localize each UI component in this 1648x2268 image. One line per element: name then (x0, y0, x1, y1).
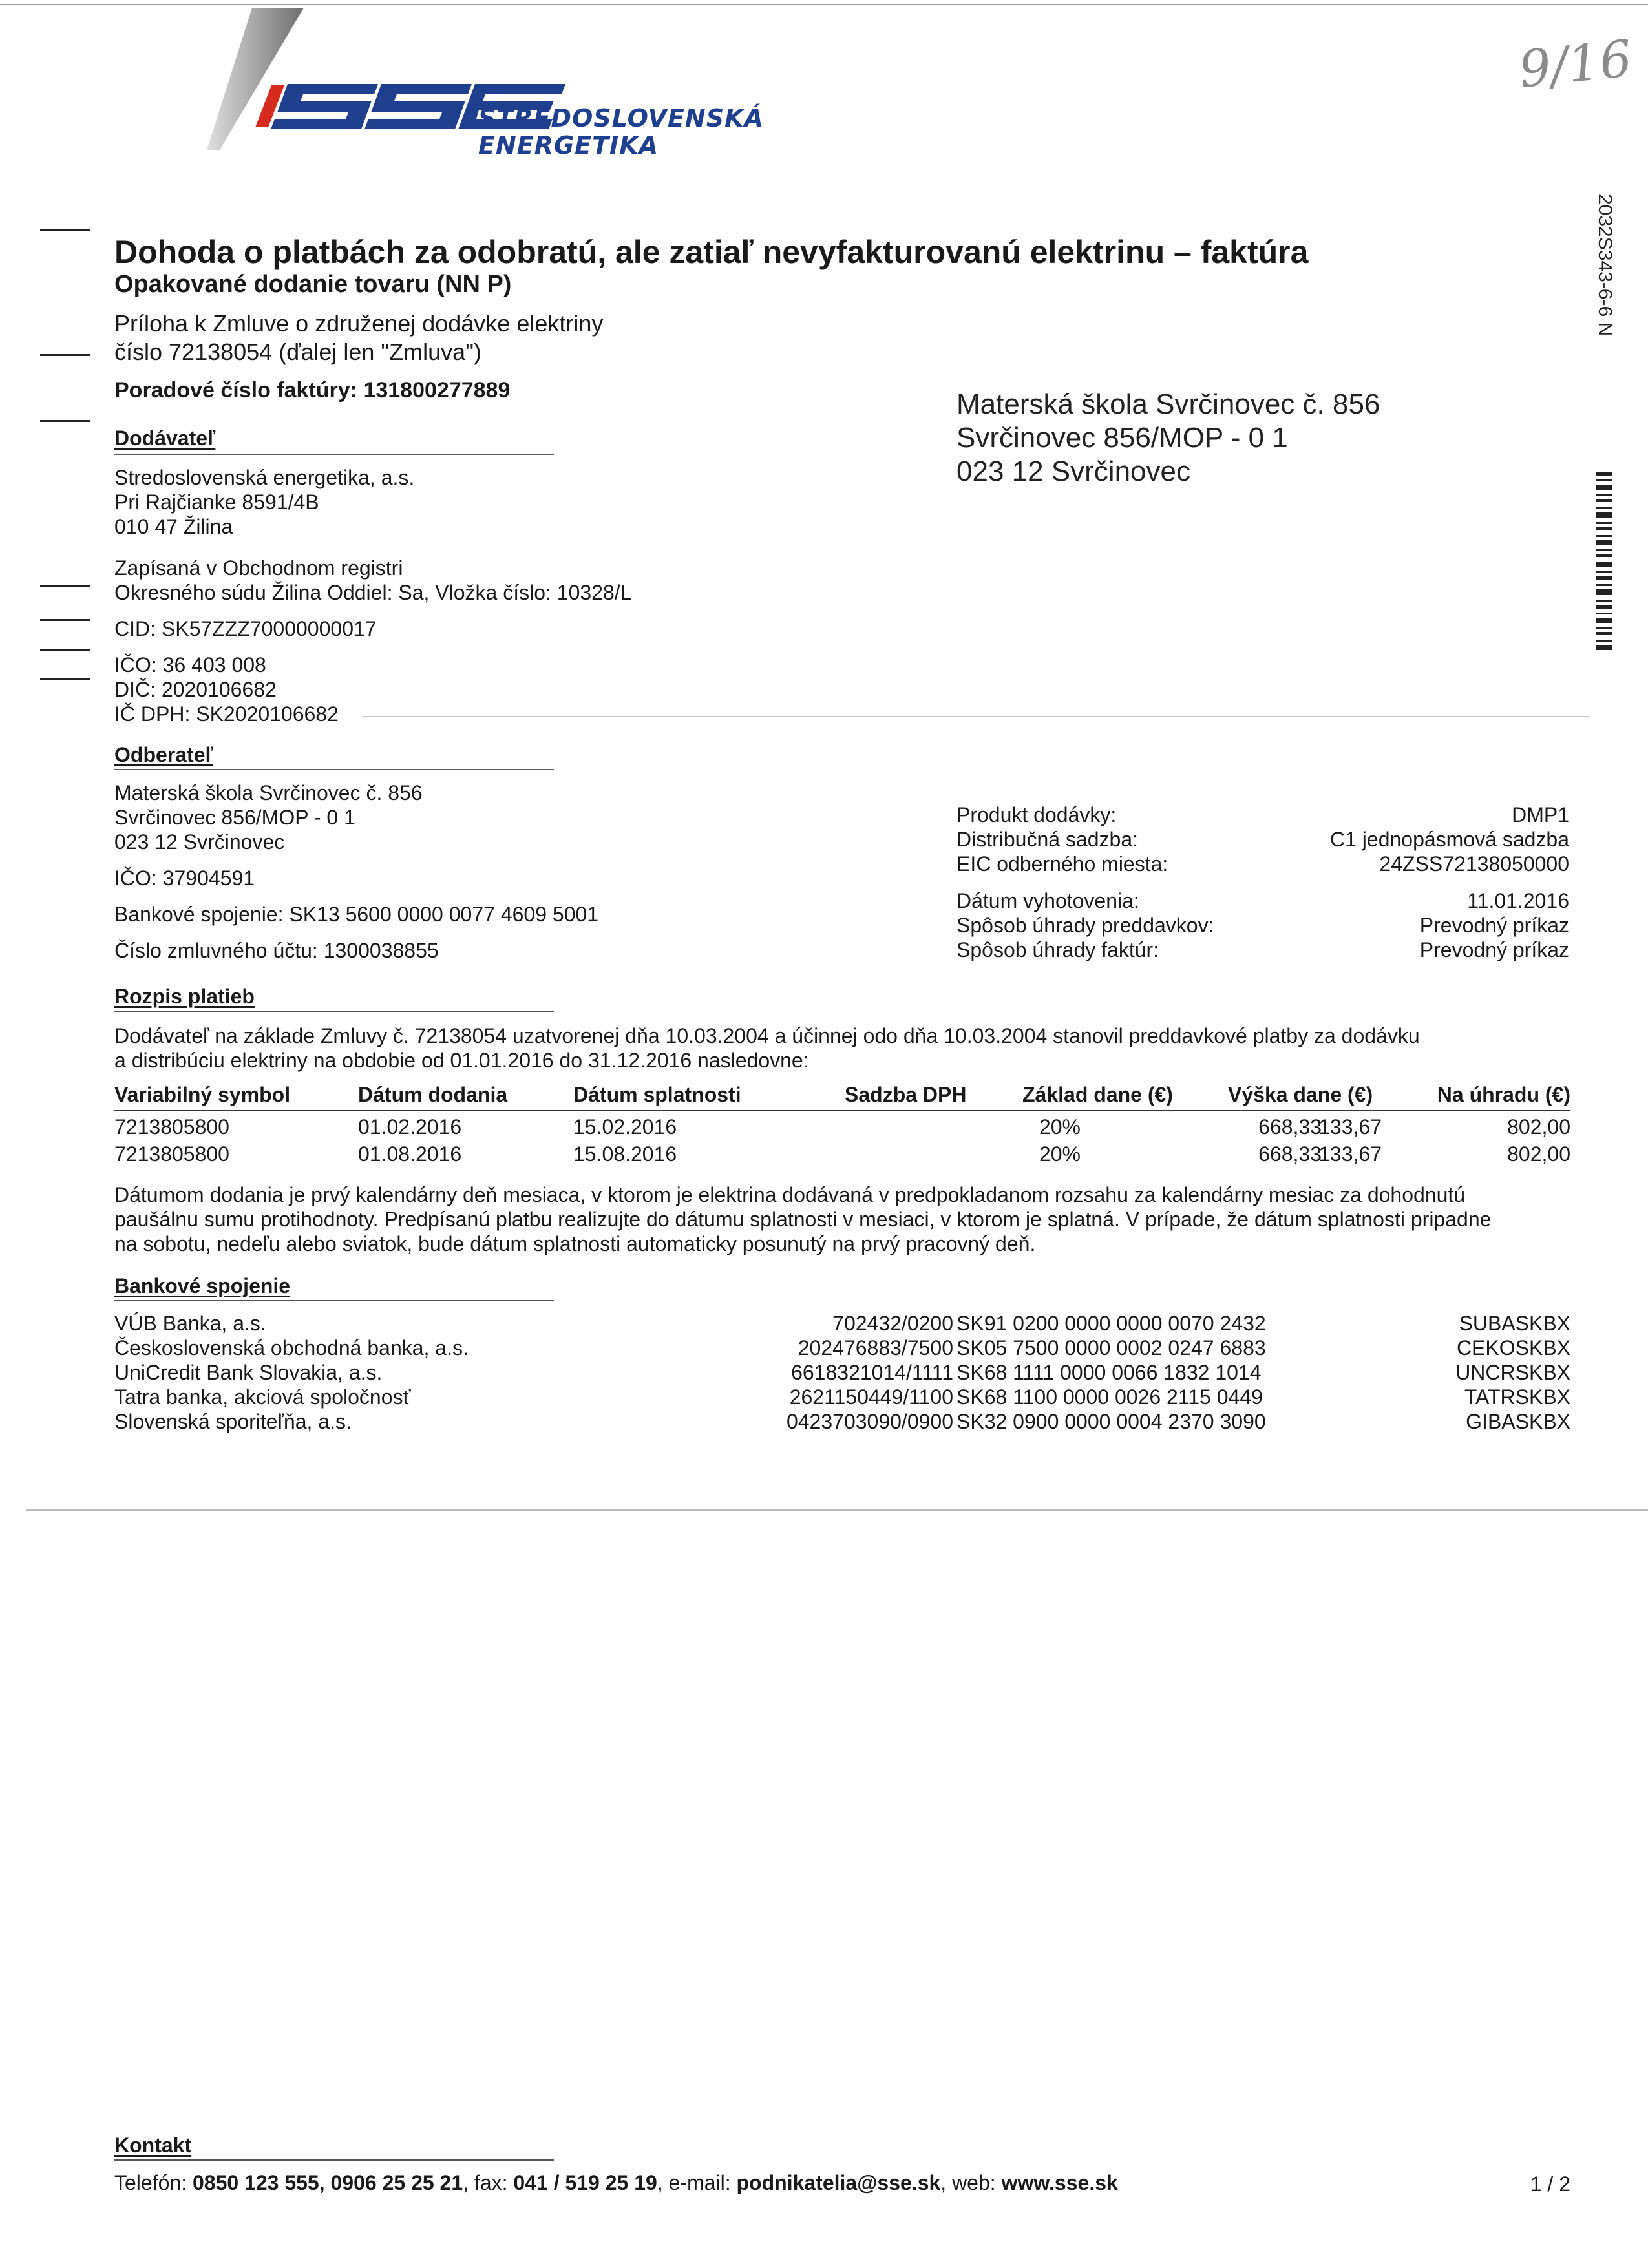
side-code: 2032S343-6-6 N (1594, 194, 1616, 337)
bank-account: 702432/0200 (832, 1312, 953, 1335)
customer-block (114, 781, 598, 963)
bank-row (114, 1410, 1570, 1434)
customer-bank: Bankové spojenie: SK13 5600 0000 0077 4609 5001 (114, 903, 599, 926)
cell-due-date: 15.08.2016 (573, 1142, 677, 1166)
col-to-pay: Na úhradu (€) (1437, 1083, 1570, 1106)
annex-line-1: Príloha k Zmluve o združenej dodávke elektriny (114, 310, 604, 337)
banks-heading-rule (114, 1300, 554, 1301)
product-value: DMP1 (1512, 803, 1569, 826)
page-number: 1 / 2 (1530, 2172, 1570, 2196)
issue-date-label: Dátum vyhotovenia: (956, 889, 1139, 912)
supplier-heading: Dodávateľ (114, 426, 216, 450)
col-tax-base: Základ dane (€) (1022, 1083, 1173, 1106)
payments-note (114, 1182, 1570, 1256)
recipient-address (956, 388, 1380, 488)
supplier-cid: CID: SK57ZZZ70000000017 (114, 617, 377, 640)
table-row (114, 1115, 1570, 1141)
cell-tax-amount: 133,67 (1318, 1115, 1382, 1139)
payments-note-2: paušálnu sumu protihodnoty. Predpísanú platbu realizujte do dátumu splatnosti v mesiaci, v ktorom je splatná. V prípade, že dátum splatnosti pripadne (114, 1208, 1492, 1231)
supplier-ic-dph: IČ DPH: SK2020106682 (114, 702, 339, 726)
cell-vat-rate: 20% (1039, 1142, 1081, 1166)
fax-value: 041 / 519 25 19 (513, 2171, 657, 2194)
recipient-line-3: 023 12 Svrčinovec (956, 456, 1190, 487)
bank-swift: UNCRSKBX (1455, 1361, 1570, 1384)
barcode-icon (1596, 472, 1617, 653)
payments-heading: Rozpis platieb (114, 985, 255, 1008)
email-label: , e-mail: (657, 2171, 737, 2194)
customer-heading-rule (114, 769, 554, 770)
recipient-line-2: Svrčinovec 856/MOP - 0 1 (956, 422, 1288, 454)
invoice-number: Poradové číslo faktúry: 131800277889 (114, 378, 511, 403)
invoice-payment-label: Spôsob úhrady faktúr: (956, 938, 1159, 961)
bank-iban: SK68 1100 0000 0026 2115 0449 (956, 1385, 1263, 1409)
margin-mark (40, 585, 90, 587)
bank-iban: SK05 7500 0000 0002 0247 6883 (956, 1336, 1266, 1360)
col-due-date: Dátum splatnosti (573, 1083, 741, 1106)
col-vat-rate: Sadzba DPH (845, 1083, 967, 1106)
table-header-rule (114, 1110, 1570, 1111)
recipient-line-1: Materská škola Svrčinovec č. 856 (956, 388, 1380, 420)
cell-to-pay: 802,00 (1507, 1115, 1570, 1139)
margin-mark (40, 649, 90, 651)
payments-intro-2: a distribúciu elektriny na obdobie od 01.01.2016 do 31.12.2016 nasledovne: (114, 1049, 809, 1072)
col-variable-symbol: Variabilný symbol (114, 1083, 291, 1106)
payments-intro (114, 1024, 1570, 1073)
cell-delivery-date: 01.08.2016 (358, 1142, 462, 1166)
customer-city: 023 12 Svrčinovec (114, 830, 285, 854)
product-label: Produkt dodávky: (956, 803, 1117, 826)
bank-iban: SK32 0900 0000 0004 2370 3090 (956, 1410, 1266, 1433)
eic-value: 24ZSS72138050000 (1379, 852, 1569, 876)
cell-to-pay: 802,00 (1507, 1142, 1570, 1166)
web-link[interactable]: www.sse.sk (1001, 2171, 1118, 2194)
table-header-row (114, 1083, 1570, 1109)
side-barcode (1596, 472, 1617, 653)
customer-name: Materská škola Svrčinovec č. 856 (114, 781, 423, 804)
payments-heading-rule (114, 1011, 554, 1012)
bank-swift: CEKOSKBX (1456, 1336, 1570, 1360)
fax-label: , fax: (463, 2171, 514, 2194)
cell-variable-symbol: 7213805800 (114, 1115, 229, 1139)
cell-tax-base: 668,33 (1258, 1142, 1322, 1166)
banks-heading: Bankové spojenie (114, 1274, 291, 1297)
banks-list (114, 1312, 1570, 1441)
cell-due-date: 15.02.2016 (573, 1115, 677, 1139)
advance-payment-label: Spôsob úhrady preddavkov: (956, 914, 1214, 937)
cell-tax-base: 668,33 (1258, 1115, 1322, 1139)
bank-iban: SK91 0200 0000 0000 0070 2432 (956, 1312, 1266, 1335)
payments-note-1: Dátumom dodania je prvý kalendárny deň mesiaca, v ktorom je elektrina dodávaná v predpokladanom rozsahu za kalendárny mesiac za dohodnutú (114, 1183, 1466, 1206)
customer-street: Svrčinovec 856/MOP - 0 1 (114, 806, 355, 829)
contact-heading-rule (114, 2159, 554, 2161)
logo-line-2: ENERGETIKA (478, 131, 659, 160)
phone-label: Telefón: (114, 2171, 193, 2194)
issue-date-value: 11.01.2016 (1467, 889, 1569, 912)
scan-faint-line (26, 1509, 1648, 1511)
contact-heading: Kontakt (114, 2134, 192, 2157)
bank-swift: GIBASKBX (1466, 1410, 1570, 1433)
payments-note-3: na sobotu, nedeľu alebo sviatok, bude dátum splatnosti automaticky posunutý na prvý pracovný deň. (114, 1232, 1036, 1255)
margin-mark (40, 354, 90, 356)
table-row (114, 1142, 1570, 1168)
eic-label: EIC odberného miesta: (956, 852, 1168, 876)
cell-delivery-date: 01.02.2016 (358, 1115, 462, 1139)
document-title: Dohoda o platbách za odobratú, ale zatiaľ nevyfakturovanú elektrinu – faktúra (114, 234, 1309, 270)
bank-name: VÚB Banka, a.s. (114, 1312, 266, 1335)
document-subtitle: Opakované dodanie tovaru (NN P) (114, 271, 512, 298)
customer-ico: IČO: 37904591 (114, 866, 255, 890)
handwritten-note: 9/16 (1516, 30, 1635, 100)
margin-mark (40, 420, 90, 422)
supplier-dic: DIČ: 2020106682 (114, 678, 277, 701)
supplier-street: Pri Rajčianke 8591/4B (114, 490, 319, 514)
col-tax-amount: Výška dane (€) (1228, 1083, 1373, 1106)
payments-intro-1: Dodávateľ na základe Zmluvy č. 72138054 uzatvorenej dňa 10.03.2004 a účinnej odo dňa 10.03.2004 stanovil preddavkové platby za dodávku (114, 1024, 1420, 1047)
bank-name: Slovenská sporiteľňa, a.s. (114, 1410, 352, 1433)
margin-mark (40, 619, 90, 621)
supplier-block (114, 465, 631, 726)
cell-variable-symbol: 7213805800 (114, 1142, 229, 1166)
bank-row (114, 1385, 1570, 1410)
bank-row (114, 1336, 1570, 1361)
col-delivery-date: Dátum dodania (358, 1083, 508, 1106)
bank-row (114, 1312, 1570, 1336)
logo-line-1: STREDOSLOVENSKÁ (478, 104, 764, 132)
margin-mark (40, 678, 90, 680)
supplier-registry-1: Zapísaná v Obchodnom registri (114, 556, 403, 580)
bank-iban: SK68 1111 0000 0066 1832 1014 (956, 1361, 1262, 1384)
bank-name: UniCredit Bank Slovakia, a.s. (114, 1361, 383, 1384)
annex-line-2: číslo 72138054 (ďalej len "Zmluva") (114, 339, 481, 365)
email-link[interactable]: podnikatelia@sse.sk (736, 2171, 941, 2194)
bank-swift: TATRSKBX (1464, 1385, 1570, 1409)
bank-account: 2621150449/1100 (789, 1385, 953, 1409)
bank-account: 6618321014/1111 (791, 1361, 953, 1384)
company-logo (207, 8, 788, 163)
tariff-value: C1 jednopásmová sadzba (1329, 828, 1569, 851)
supplier-heading-rule (114, 454, 554, 455)
bank-row (114, 1361, 1570, 1385)
invoice-payment-value: Prevodný príkaz (1419, 938, 1569, 961)
supplier-city: 010 47 Žilina (114, 515, 233, 538)
supplier-registry-2: Okresného súdu Žilina Oddiel: Sa, Vložka číslo: 10328/L (114, 581, 632, 604)
customer-heading: Odberateľ (114, 743, 213, 766)
bank-name: Tatra banka, akciová spoločnosť (114, 1385, 411, 1409)
customer-account: Číslo zmluvného účtu: 1300038855 (114, 939, 439, 962)
bank-account: 0423703090/0900 (786, 1410, 953, 1433)
cell-tax-amount: 133,67 (1318, 1142, 1382, 1166)
cell-vat-rate: 20% (1039, 1115, 1081, 1139)
bank-name: Československá obchodná banka, a.s. (114, 1336, 469, 1360)
bank-account: 202476883/7500 (798, 1336, 953, 1360)
contact-line (114, 2171, 1118, 2195)
margin-mark (40, 229, 90, 231)
scan-edge-line (0, 4, 1648, 5)
phone-value: 0850 123 555, 0906 25 25 21 (192, 2171, 463, 2194)
tariff-label: Distribučná sadzba: (956, 828, 1139, 851)
supplier-ico: IČO: 36 403 008 (114, 653, 266, 677)
web-label: , web: (940, 2171, 1002, 2194)
advance-payment-value: Prevodný príkaz (1419, 914, 1569, 937)
bank-swift: SUBASKBX (1459, 1312, 1570, 1335)
supplier-name: Stredoslovenská energetika, a.s. (114, 466, 415, 489)
